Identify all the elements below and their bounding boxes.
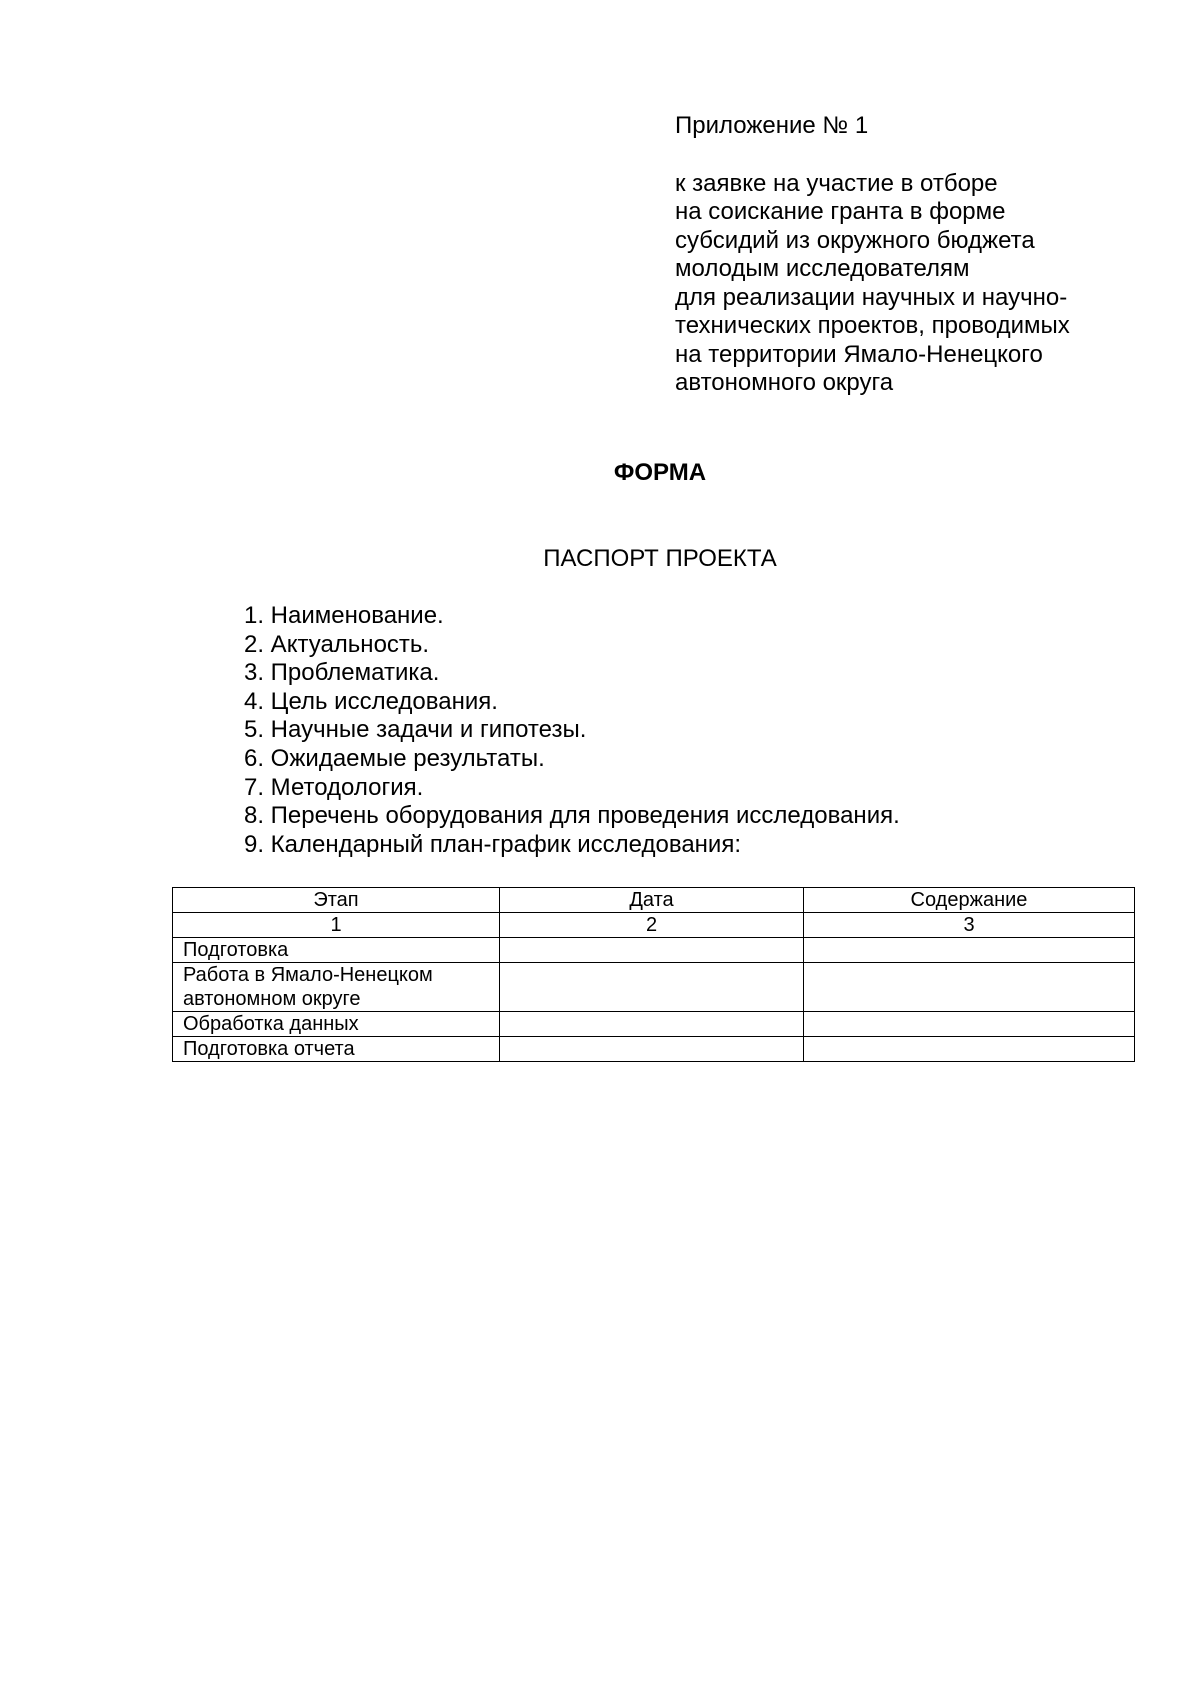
column-number: 2	[500, 913, 804, 938]
table-row	[173, 963, 1135, 1012]
header-content: Содержание	[804, 888, 1135, 913]
column-number: 1	[173, 913, 500, 938]
appendix-line: на территории Ямало-Ненецкого	[675, 340, 1043, 368]
list-item: 2. Актуальность.	[244, 630, 430, 658]
table-row	[173, 1012, 1135, 1037]
content-cell	[804, 938, 1135, 963]
list-item: 1. Наименование.	[244, 602, 444, 629]
column-number: 3	[804, 913, 1135, 938]
appendix-block	[675, 112, 1155, 398]
passport-items-list	[244, 602, 900, 859]
date-cell	[500, 1037, 804, 1062]
appendix-line: субсидий из окружного бюджета	[675, 226, 1035, 254]
date-cell	[500, 1012, 804, 1037]
header-date: Дата	[500, 888, 804, 913]
appendix-line: на соискание гранта в форме	[675, 198, 1006, 225]
table-row	[173, 938, 1135, 963]
form-title: ФОРМА	[613, 459, 707, 486]
list-item: 9. Календарный план-график исследования:	[244, 830, 741, 858]
list-item: 3. Проблематика.	[244, 659, 440, 687]
content-cell	[804, 1037, 1135, 1062]
date-cell	[500, 963, 804, 1012]
list-item: 4. Цель исследования.	[244, 687, 498, 715]
date-cell	[500, 938, 804, 963]
table-row	[173, 1037, 1135, 1062]
stage-cell: Работа в Ямало-Ненецком автономном округе	[173, 963, 500, 1012]
appendix-line: для реализации научных и научно-	[675, 283, 1068, 311]
schedule-table	[172, 887, 1135, 1062]
stage-cell: Подготовка отчета	[173, 1037, 500, 1062]
list-item: 7. Методология.	[244, 773, 424, 801]
header-stage: Этап	[173, 888, 500, 913]
appendix-line: молодым исследователям	[675, 255, 970, 282]
appendix-label: Приложение № 1	[675, 112, 869, 139]
list-item: 8. Перечень оборудования для проведения исследования.	[244, 802, 900, 830]
passport-title: ПАСПОРТ ПРОЕКТА	[543, 545, 777, 572]
appendix-line: автономного округа	[675, 369, 894, 396]
list-item: 5. Научные задачи и гипотезы.	[244, 716, 587, 744]
appendix-line: к заявке на участие в отборе	[675, 169, 998, 197]
appendix-line: технических проектов, проводимых	[675, 312, 1070, 339]
content-cell	[804, 1012, 1135, 1037]
table-header-row	[173, 888, 1135, 913]
table-number-row	[173, 913, 1135, 938]
stage-cell: Подготовка	[173, 938, 500, 963]
stage-cell: Обработка данных	[173, 1012, 500, 1037]
list-item: 6. Ожидаемые результаты.	[244, 744, 545, 772]
content-cell	[804, 963, 1135, 1012]
